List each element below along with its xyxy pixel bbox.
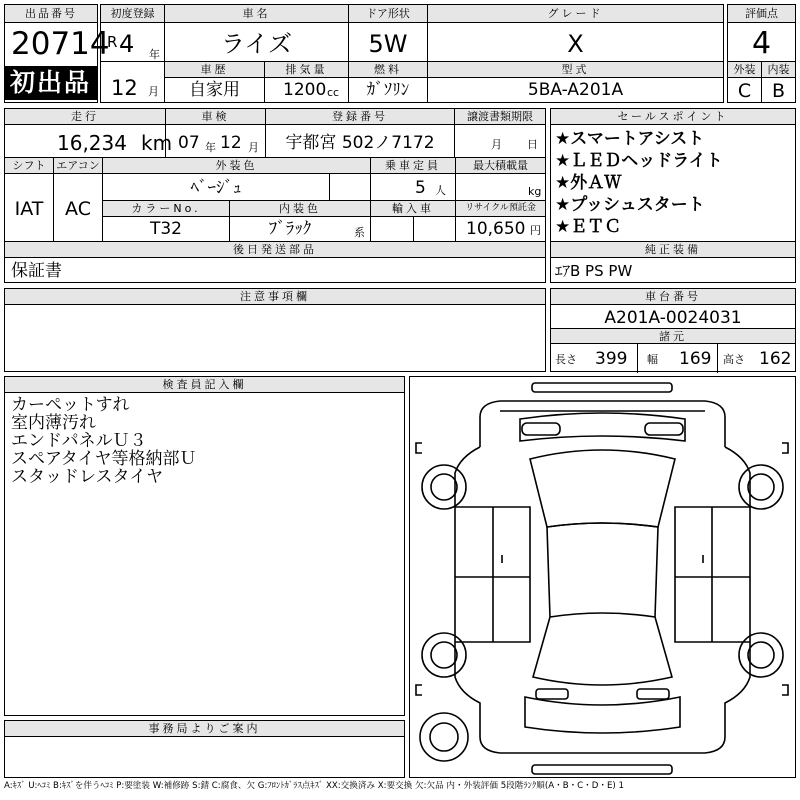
transfer-month-unit: 月 [491,138,502,151]
transfer-day-unit: 日 [527,138,538,151]
later-parts: 保証書 [11,261,62,281]
sales-point-item: ★ＬＥＤヘッドライト [555,151,723,171]
rear-left-wheel [422,633,466,677]
rear-window-outline [533,613,672,685]
registration-month: 12 [111,76,138,100]
month-box [100,61,165,103]
aircon: AC [65,198,91,220]
displacement: 1200 [283,80,327,100]
recycle-box [455,200,546,242]
interior-color-label: 内装色 [279,202,321,215]
fuel: ｶﾞｿﾘﾝ [366,80,410,100]
max-load-unit: kg [528,185,542,198]
capacity: 5 [415,178,426,198]
notes-box [4,288,546,372]
office-notice-box [4,720,405,778]
car-name-label: 車名 [242,7,271,20]
car-diagram [410,377,795,777]
score: 4 [751,26,772,61]
capacity-label: 乗車定員 [385,159,441,172]
taillight-left [536,689,568,699]
inspector-note: 室内薄汚れ [11,413,96,433]
max-load-label: 最大積載量 [473,159,528,172]
recycle-amount: 10,650 [466,219,526,239]
inspection-label: 車検 [201,110,230,123]
roof-outline [547,523,658,617]
chassis-label: 車台番号 [645,290,701,303]
sales-point-item: ★プッシュスタート [555,195,705,215]
score-label: 評価点 [745,7,778,20]
windshield-outline [530,450,675,527]
inspection-year-unit: 年 [205,141,216,154]
capacity-unit: 人 [435,184,446,197]
chassis-number: A201A-0024031 [604,308,742,328]
notes-label: 注意事項欄 [240,290,310,303]
shift-label: シフト [12,159,46,172]
length-label: 長さ [555,353,577,366]
model-box [427,61,724,103]
sales-point-item: ★スマートアシスト [555,129,705,149]
registration-number: 宇都宮 502ノ7172 [285,133,435,153]
interior-color-suffix: 系 [354,226,365,239]
registration-year: 4 [119,30,135,58]
exterior-color-box [102,157,371,201]
taillight-right [637,689,669,699]
mileage-box [4,108,173,158]
equipment-box [550,241,796,283]
interior-color-box [229,200,371,242]
headlight-left [522,423,560,435]
recycle-unit: 円 [530,224,541,237]
spare-wheel-hub [430,723,458,751]
exterior-grade-box [727,61,762,103]
exterior-color: ﾍﾞｰｼﾞｭ [190,178,242,198]
interior-grade-box [761,61,796,103]
first-registration-label: 初度登録 [110,7,155,20]
inspection-month: 12 [220,133,242,153]
mileage-label: 走行 [71,110,99,123]
month-unit: 月 [148,85,159,98]
score-box [727,4,796,62]
first-registration-box [100,4,165,62]
hood-outline [500,411,705,441]
length-value: 399 [595,349,628,369]
transfer-deadline-box [454,108,546,158]
inspector-box [4,376,405,716]
aircon-label: エアコン [56,159,100,172]
inspector-note: スタッドレスタイヤ [11,467,164,487]
lot-number-label: 出品番号 [25,7,77,20]
sales-points-label: セールスポイント [617,110,729,123]
rear-bumper-outline [532,765,672,774]
sales-point-item: ★外ＡＷ [555,173,622,193]
inspection-box [165,108,266,158]
capacity-box [370,157,456,201]
rear-right-wheel [739,633,783,677]
max-load-box [455,157,546,201]
mileage: 16,234 [57,131,127,155]
car-diagram-box [409,376,796,778]
inspection-year: 07 [178,133,200,153]
width-label: 幅 [647,353,658,366]
chassis-box [550,288,796,372]
grade-box [427,4,724,62]
shift-box [4,157,54,242]
exterior-grade-label: 外装 [733,63,756,76]
mileage-unit: km [141,131,173,155]
rear-left-wheel-hub [431,642,457,668]
equipment-value: ｴｱB PS PW [555,262,633,280]
door-box [348,4,428,62]
inspector-note: エンドパネルＵ３ [11,431,147,451]
transfer-deadline-label: 譲渡書類期限 [467,110,533,123]
lot-number: 20714 [11,26,110,62]
displacement-unit: cc [327,86,340,99]
inspector-note: カーペットすれ [11,395,130,415]
exterior-grade: C [737,80,752,102]
exterior-color-label: 外装色 [215,159,258,172]
color-number: T32 [149,219,183,239]
front-right-wheel [739,465,783,509]
specs-label: 諸元 [659,330,687,343]
history-box [164,61,265,103]
recycle-label: リサイクル預託金 [465,203,536,213]
front-bumper-outline [532,383,672,392]
later-parts-label: 後日発送部品 [233,243,317,256]
interior-color: ﾌﾞﾗｯｸ [268,219,312,239]
fuel-label: 燃料 [374,63,402,76]
later-parts-box [4,241,546,283]
inspection-month-unit: 月 [248,141,259,154]
office-notice-label: 事務局よりご案内 [148,722,261,735]
interior-grade: B [771,80,786,102]
inspector-label: 検査員記入欄 [162,378,247,391]
height-value: 162 [759,349,792,369]
interior-grade-label: 内装 [767,63,790,76]
displacement-label: 排気量 [285,63,328,76]
right-doors-outline [675,507,750,642]
era-prefix: R [107,33,118,51]
color-number-box [102,200,230,242]
damage-legend: A:ｷｽﾞ U:ﾍｺﾐ B:ｷｽﾞを伴うﾍｺﾐ P:要塗装 W:補修跡 S:錆 C:腐食、欠 G:ﾌﾛﾝﾄｶﾞﾗｽ点ｷｽﾞ XX:交換済み X:要交換 欠:欠品 内・外装評価 5段階ﾗﾝｸ順(A・B・C・D・E) 1 [4,781,624,791]
registration-box [265,108,455,158]
import-label: 輸入車 [392,202,434,215]
left-doors-outline [455,507,530,642]
inspector-note: スペアタイヤ等格納部Ｕ [11,449,197,469]
car-name-box [164,4,349,62]
grade-label: グレード [547,7,604,20]
history: 自家用 [189,80,240,100]
registration-label: 登録番号 [332,110,388,123]
front-left-wheel [422,465,466,509]
mirror-right [416,685,788,695]
headlight-right [645,423,683,435]
spare-wheel [420,713,468,761]
width-value: 169 [679,349,712,369]
door-type: 5W [368,30,408,58]
color-number-label: カラーNo. [131,202,201,215]
grade: X [567,30,584,58]
front-left-wheel-hub [431,474,457,500]
height-label: 高さ [723,353,745,366]
sales-point-item: ★ＥＴＣ [555,217,622,237]
front-right-wheel-hub [748,474,774,500]
door-label: ドア形状 [366,7,410,20]
trunk-outline [525,697,680,733]
shift: IAT [14,198,44,220]
model-code: 5BA-A201A [527,80,624,100]
model-label: 型式 [561,63,590,76]
car-name: ライズ [220,30,293,58]
sales-points-box [550,108,796,242]
import-box [370,200,456,242]
equipment-label: 純正装備 [645,243,701,256]
displacement-box [264,61,349,103]
history-label: 車歴 [200,63,229,76]
year-unit: 年 [149,48,160,61]
rear-right-wheel-hub [748,642,774,668]
aircon-box [53,157,103,242]
fuel-box [348,61,428,103]
first-listing-badge: 初出品 [4,66,97,100]
